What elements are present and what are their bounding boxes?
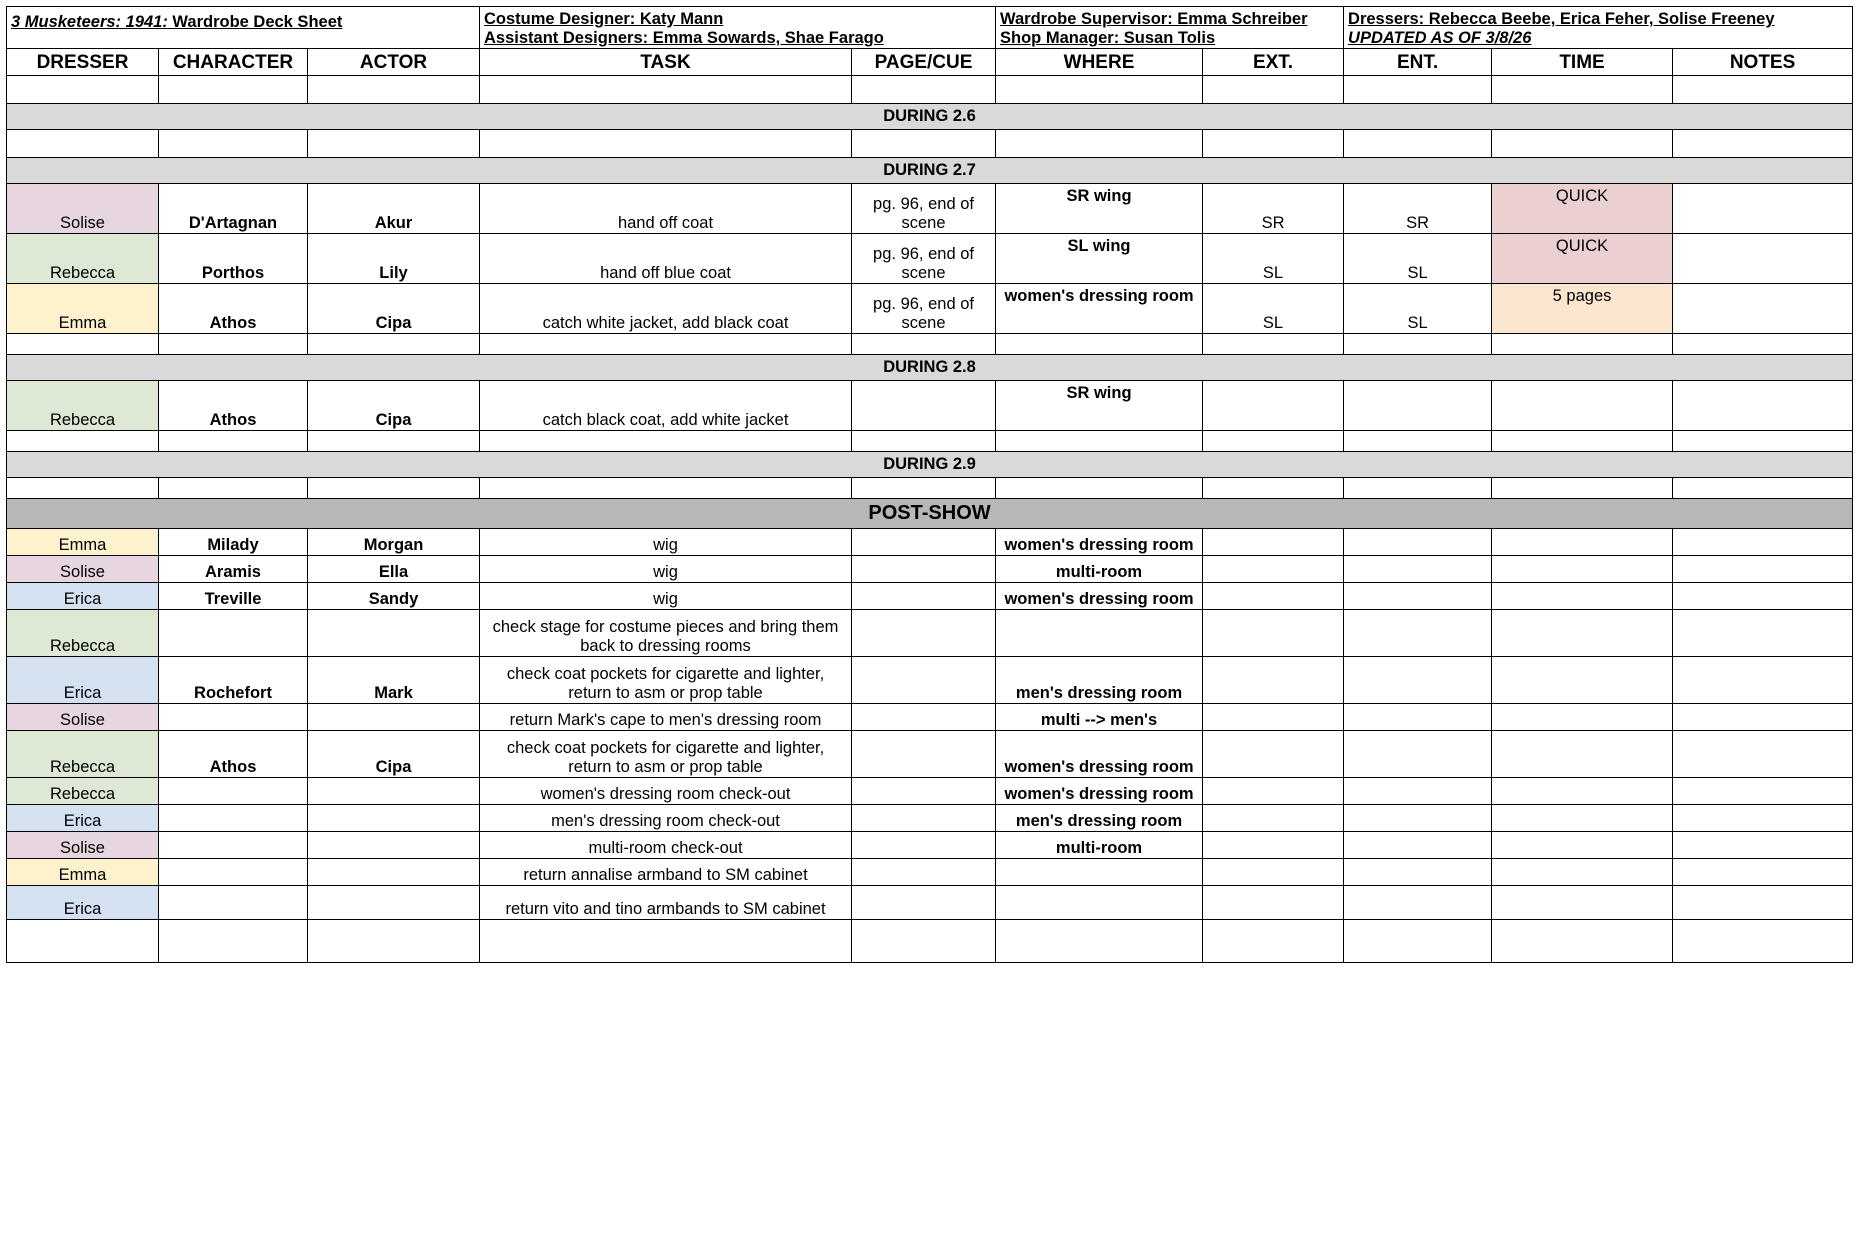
- supervisor-cell: [996, 7, 1344, 49]
- table-row: [7, 832, 1853, 859]
- character-cell[interactable]: [159, 778, 308, 805]
- section-label: DURING 2.7: [7, 158, 1853, 184]
- section-label: DURING 2.6: [7, 104, 1853, 130]
- empty-cell[interactable]: [1203, 478, 1344, 499]
- col-ext: EXT.: [1203, 49, 1344, 76]
- actor-cell[interactable]: Lily: [308, 234, 480, 284]
- character-cell[interactable]: Milady: [159, 529, 308, 556]
- empty-cell[interactable]: [1673, 478, 1853, 499]
- dresser-cell[interactable]: Solise: [7, 184, 159, 234]
- notes-cell[interactable]: [1673, 832, 1853, 859]
- page-cue-cell[interactable]: [852, 778, 996, 805]
- cell-line: pg. 96, end of: [873, 195, 974, 213]
- empty-cell[interactable]: [996, 76, 1203, 104]
- task-cell[interactable]: [480, 832, 852, 859]
- dresser-cell[interactable]: Solise: [7, 704, 159, 731]
- dresser-cell[interactable]: Erica: [7, 657, 159, 704]
- notes-cell[interactable]: [1673, 184, 1853, 234]
- dresser-cell[interactable]: Erica: [7, 583, 159, 610]
- task-cell[interactable]: catch white jacket, add black coat: [480, 284, 852, 334]
- notes-cell[interactable]: [1673, 284, 1853, 334]
- notes-cell[interactable]: [1673, 529, 1853, 556]
- page-cue-cell[interactable]: [852, 184, 996, 234]
- where-cell[interactable]: [996, 859, 1203, 886]
- table-row: [7, 184, 1853, 234]
- cell-line: multi-room check-out: [588, 839, 743, 857]
- costume-designer: Costume Designer: Katy Mann: [484, 10, 724, 28]
- section-label: DURING 2.8: [7, 355, 1853, 381]
- empty-cell[interactable]: [308, 334, 480, 355]
- time-cell[interactable]: [1492, 859, 1673, 886]
- ext-cell[interactable]: [1203, 610, 1344, 657]
- character-cell[interactable]: [159, 886, 308, 920]
- dresser-cell[interactable]: Emma: [7, 284, 159, 334]
- character-cell[interactable]: Treville: [159, 583, 308, 610]
- ext-cell[interactable]: [1203, 805, 1344, 832]
- col-actor: ACTOR: [308, 49, 480, 76]
- ent-cell[interactable]: [1344, 657, 1492, 704]
- table-row: [7, 731, 1853, 778]
- page-cue-cell[interactable]: [852, 805, 996, 832]
- empty-cell[interactable]: [852, 920, 996, 963]
- character-cell[interactable]: Athos: [159, 731, 308, 778]
- empty-cell[interactable]: [308, 130, 480, 158]
- empty-cell[interactable]: [1344, 478, 1492, 499]
- empty-cell[interactable]: [852, 334, 996, 355]
- actor-cell[interactable]: [308, 805, 480, 832]
- page-cue-cell[interactable]: [852, 886, 996, 920]
- character-cell[interactable]: D'Artagnan: [159, 184, 308, 234]
- empty-cell[interactable]: [7, 76, 159, 104]
- ext-cell[interactable]: [1203, 556, 1344, 583]
- empty-cell[interactable]: [852, 130, 996, 158]
- ext-cell[interactable]: [1203, 657, 1344, 704]
- empty-cell[interactable]: [996, 130, 1203, 158]
- empty-cell[interactable]: [1344, 431, 1492, 452]
- task-cell[interactable]: [480, 704, 852, 731]
- notes-cell[interactable]: [1673, 886, 1853, 920]
- empty-cell[interactable]: [1344, 130, 1492, 158]
- empty-cell[interactable]: [1492, 130, 1673, 158]
- cell-line: scene: [901, 264, 946, 282]
- actor-cell[interactable]: Cipa: [308, 731, 480, 778]
- where-cell[interactable]: multi-room: [996, 832, 1203, 859]
- actor-cell[interactable]: [308, 832, 480, 859]
- section-row: [7, 452, 1853, 478]
- page-cue-cell[interactable]: [852, 284, 996, 334]
- header-row: [7, 7, 1853, 49]
- dresser-cell[interactable]: Rebecca: [7, 381, 159, 431]
- notes-cell[interactable]: [1673, 859, 1853, 886]
- ent-cell[interactable]: [1344, 886, 1492, 920]
- table-row: [7, 529, 1853, 556]
- ent-cell[interactable]: [1344, 381, 1492, 431]
- character-cell[interactable]: Athos: [159, 284, 308, 334]
- cell-line: check stage for costume pieces and bring them: [492, 618, 839, 636]
- designer-cell: [480, 7, 996, 49]
- notes-cell[interactable]: [1673, 381, 1853, 431]
- time-cell[interactable]: [1492, 704, 1673, 731]
- where-cell[interactable]: women's dressing room: [996, 529, 1203, 556]
- wardrobe-table: [6, 6, 1853, 963]
- ent-cell[interactable]: [1344, 731, 1492, 778]
- time-cell[interactable]: [1492, 731, 1673, 778]
- column-header-row: [7, 49, 1853, 76]
- empty-cell[interactable]: [852, 431, 996, 452]
- ext-cell[interactable]: [1203, 529, 1344, 556]
- ent-cell[interactable]: [1344, 859, 1492, 886]
- ext-cell[interactable]: SR: [1203, 184, 1344, 234]
- notes-cell[interactable]: [1673, 556, 1853, 583]
- empty-cell[interactable]: [996, 334, 1203, 355]
- time-cell[interactable]: [1492, 805, 1673, 832]
- where-cell[interactable]: SR wing: [996, 184, 1203, 234]
- section-row: [7, 158, 1853, 184]
- empty-cell[interactable]: [7, 130, 159, 158]
- table-row: [7, 556, 1853, 583]
- time-cell[interactable]: [1492, 886, 1673, 920]
- task-cell[interactable]: [480, 886, 852, 920]
- where-cell[interactable]: SL wing: [996, 234, 1203, 284]
- empty-cell[interactable]: [996, 431, 1203, 452]
- where-cell[interactable]: [996, 886, 1203, 920]
- task-cell[interactable]: [480, 859, 852, 886]
- where-cell[interactable]: men's dressing room: [996, 805, 1203, 832]
- ext-cell[interactable]: SL: [1203, 234, 1344, 284]
- dresser-cell[interactable]: Rebecca: [7, 234, 159, 284]
- section-label: POST-SHOW: [7, 499, 1853, 529]
- ent-cell[interactable]: [1344, 583, 1492, 610]
- section-row: [7, 104, 1853, 130]
- empty-cell[interactable]: [308, 76, 480, 104]
- updated-date: UPDATED AS OF 3/8/26: [1348, 29, 1532, 47]
- col-page-cue: PAGE/CUE: [852, 49, 996, 76]
- empty-row: [7, 334, 1853, 355]
- table-row: [7, 859, 1853, 886]
- col-notes: NOTES: [1673, 49, 1853, 76]
- page-cue-cell[interactable]: [852, 556, 996, 583]
- section-row: [7, 355, 1853, 381]
- table-row: [7, 778, 1853, 805]
- empty-cell[interactable]: [308, 478, 480, 499]
- actor-cell[interactable]: [308, 886, 480, 920]
- where-cell[interactable]: women's dressing room: [996, 778, 1203, 805]
- time-cell[interactable]: [1492, 657, 1673, 704]
- empty-cell[interactable]: [480, 130, 852, 158]
- task-cell[interactable]: [480, 657, 852, 704]
- cell-line: pg. 96, end of: [873, 245, 974, 263]
- empty-cell[interactable]: [7, 431, 159, 452]
- ext-cell[interactable]: [1203, 731, 1344, 778]
- ext-cell[interactable]: [1203, 886, 1344, 920]
- empty-cell[interactable]: [480, 334, 852, 355]
- empty-cell[interactable]: [852, 76, 996, 104]
- empty-cell[interactable]: [159, 478, 308, 499]
- empty-cell[interactable]: [1673, 130, 1853, 158]
- page-cue-cell[interactable]: [852, 657, 996, 704]
- ent-cell[interactable]: [1344, 704, 1492, 731]
- where-cell[interactable]: multi --> men's: [996, 704, 1203, 731]
- ext-cell[interactable]: [1203, 704, 1344, 731]
- actor-cell[interactable]: Cipa: [308, 381, 480, 431]
- table-row: [7, 610, 1853, 657]
- table-row: [7, 234, 1853, 284]
- ent-cell[interactable]: [1344, 778, 1492, 805]
- dresser-cell[interactable]: Rebecca: [7, 778, 159, 805]
- empty-row: [7, 478, 1853, 499]
- empty-cell[interactable]: [1673, 76, 1853, 104]
- empty-row: [7, 920, 1853, 963]
- task-cell[interactable]: [480, 556, 852, 583]
- empty-cell[interactable]: [1673, 431, 1853, 452]
- cell-line: return to asm or prop table: [568, 684, 763, 702]
- page-cue-cell[interactable]: [852, 859, 996, 886]
- empty-cell[interactable]: [159, 920, 308, 963]
- time-cell[interactable]: [1492, 610, 1673, 657]
- cell-line: check coat pockets for cigarette and lighter,: [506, 739, 825, 757]
- ext-cell[interactable]: [1203, 381, 1344, 431]
- page-cue-cell[interactable]: [852, 529, 996, 556]
- time-cell[interactable]: [1492, 778, 1673, 805]
- character-cell[interactable]: [159, 805, 308, 832]
- table-row: [7, 805, 1853, 832]
- task-cell[interactable]: [480, 731, 852, 778]
- dresser-cell[interactable]: Emma: [7, 859, 159, 886]
- actor-cell[interactable]: Morgan: [308, 529, 480, 556]
- time-cell[interactable]: QUICK: [1492, 184, 1673, 234]
- col-where: WHERE: [996, 49, 1203, 76]
- actor-cell[interactable]: Cipa: [308, 284, 480, 334]
- dresser-cell[interactable]: Erica: [7, 805, 159, 832]
- page-cue-cell[interactable]: [852, 832, 996, 859]
- empty-row: [7, 130, 1853, 158]
- empty-cell[interactable]: [308, 920, 480, 963]
- table-row: [7, 886, 1853, 920]
- col-ent: ENT.: [1344, 49, 1492, 76]
- page-cue-cell[interactable]: [852, 583, 996, 610]
- empty-cell[interactable]: [996, 478, 1203, 499]
- where-cell[interactable]: multi-room: [996, 556, 1203, 583]
- task-cell[interactable]: hand off blue coat: [480, 234, 852, 284]
- empty-cell[interactable]: [1203, 130, 1344, 158]
- actor-cell[interactable]: [308, 704, 480, 731]
- ent-cell[interactable]: [1344, 556, 1492, 583]
- cell-line: scene: [901, 314, 946, 332]
- dresser-cell[interactable]: Rebecca: [7, 731, 159, 778]
- empty-cell[interactable]: [996, 920, 1203, 963]
- cell-line: return to asm or prop table: [568, 758, 763, 776]
- empty-cell[interactable]: [159, 130, 308, 158]
- ext-cell[interactable]: [1203, 778, 1344, 805]
- notes-cell[interactable]: [1673, 583, 1853, 610]
- empty-cell[interactable]: [1344, 334, 1492, 355]
- character-cell[interactable]: [159, 859, 308, 886]
- ent-cell[interactable]: SR: [1344, 184, 1492, 234]
- notes-cell[interactable]: [1673, 657, 1853, 704]
- where-cell[interactable]: women's dressing room: [996, 731, 1203, 778]
- table-row: [7, 704, 1853, 731]
- col-dresser: DRESSER: [7, 49, 159, 76]
- sheet-title: 3 Musketeers: 1941: Wardrobe Deck Sheet: [7, 7, 480, 49]
- empty-cell[interactable]: [480, 431, 852, 452]
- character-cell[interactable]: Athos: [159, 381, 308, 431]
- ext-cell[interactable]: [1203, 859, 1344, 886]
- cell-line: wig: [653, 536, 678, 554]
- task-cell[interactable]: [480, 529, 852, 556]
- notes-cell[interactable]: [1673, 778, 1853, 805]
- ent-cell[interactable]: SL: [1344, 284, 1492, 334]
- notes-cell[interactable]: [1673, 805, 1853, 832]
- cell-line: wig: [653, 590, 678, 608]
- empty-cell[interactable]: [1203, 920, 1344, 963]
- time-cell[interactable]: [1492, 556, 1673, 583]
- empty-cell[interactable]: [1203, 431, 1344, 452]
- actor-cell[interactable]: [308, 859, 480, 886]
- ent-cell[interactable]: [1344, 610, 1492, 657]
- actor-cell[interactable]: Akur: [308, 184, 480, 234]
- time-cell[interactable]: [1492, 583, 1673, 610]
- empty-cell[interactable]: [1673, 334, 1853, 355]
- dresser-cell[interactable]: Solise: [7, 556, 159, 583]
- empty-cell[interactable]: [1203, 76, 1344, 104]
- ent-cell[interactable]: [1344, 805, 1492, 832]
- task-cell[interactable]: [480, 778, 852, 805]
- character-cell[interactable]: Porthos: [159, 234, 308, 284]
- task-cell[interactable]: [480, 805, 852, 832]
- dressers-cell: [1344, 7, 1853, 49]
- character-cell[interactable]: [159, 610, 308, 657]
- time-cell[interactable]: [1492, 832, 1673, 859]
- col-time: TIME: [1492, 49, 1673, 76]
- section-row: [7, 499, 1853, 529]
- actor-cell[interactable]: [308, 778, 480, 805]
- cell-line: check coat pockets for cigarette and lighter,: [506, 665, 825, 683]
- notes-cell[interactable]: [1673, 731, 1853, 778]
- empty-cell[interactable]: [7, 334, 159, 355]
- empty-cell[interactable]: [1492, 920, 1673, 963]
- empty-cell[interactable]: [7, 478, 159, 499]
- actor-cell[interactable]: Ella: [308, 556, 480, 583]
- page-cue-cell[interactable]: [852, 704, 996, 731]
- task-cell[interactable]: [480, 610, 852, 657]
- cell-line: pg. 96, end of: [873, 295, 974, 313]
- empty-cell[interactable]: [1203, 334, 1344, 355]
- character-cell[interactable]: Rochefort: [159, 657, 308, 704]
- time-cell[interactable]: QUICK: [1492, 234, 1673, 284]
- cell-line: return vito and tino armbands to SM cabinet: [505, 900, 826, 918]
- actor-cell[interactable]: Mark: [308, 657, 480, 704]
- cell-line: return annalise armband to SM cabinet: [523, 866, 808, 884]
- empty-cell[interactable]: [852, 478, 996, 499]
- empty-cell[interactable]: [1673, 920, 1853, 963]
- ent-cell[interactable]: [1344, 832, 1492, 859]
- cell-line: scene: [901, 214, 946, 232]
- empty-cell[interactable]: [1492, 478, 1673, 499]
- empty-cell[interactable]: [7, 920, 159, 963]
- dresser-cell[interactable]: Emma: [7, 529, 159, 556]
- empty-row: [7, 76, 1853, 104]
- empty-cell[interactable]: [159, 334, 308, 355]
- empty-cell[interactable]: [1492, 431, 1673, 452]
- where-cell[interactable]: women's dressing room: [996, 583, 1203, 610]
- time-cell[interactable]: [1492, 529, 1673, 556]
- table-row: [7, 657, 1853, 704]
- where-cell[interactable]: women's dressing room: [996, 284, 1203, 334]
- cell-line: return Mark's cape to men's dressing room: [509, 711, 822, 729]
- ext-cell[interactable]: [1203, 832, 1344, 859]
- deck-sheet: [6, 6, 1852, 963]
- cell-line: men's dressing room check-out: [551, 812, 780, 830]
- actor-cell[interactable]: Sandy: [308, 583, 480, 610]
- empty-cell[interactable]: [480, 76, 852, 104]
- character-cell[interactable]: [159, 832, 308, 859]
- page-cue-cell[interactable]: [852, 381, 996, 431]
- cell-line: wig: [653, 563, 678, 581]
- time-cell[interactable]: [1492, 381, 1673, 431]
- notes-cell[interactable]: [1673, 610, 1853, 657]
- cell-line: women's dressing room check-out: [540, 785, 791, 803]
- wardrobe-supervisor: Wardrobe Supervisor: Emma Schreiber: [1000, 10, 1308, 28]
- notes-cell[interactable]: [1673, 704, 1853, 731]
- empty-row: [7, 431, 1853, 452]
- empty-cell[interactable]: [159, 431, 308, 452]
- table-row: [7, 583, 1853, 610]
- character-cell[interactable]: Aramis: [159, 556, 308, 583]
- empty-cell[interactable]: [1344, 920, 1492, 963]
- empty-cell[interactable]: [1492, 334, 1673, 355]
- page-cue-cell[interactable]: [852, 234, 996, 284]
- empty-cell[interactable]: [480, 920, 852, 963]
- empty-cell[interactable]: [480, 478, 852, 499]
- assistant-designers: Assistant Designers: Emma Sowards, Shae Farago: [484, 29, 884, 47]
- task-cell[interactable]: hand off coat: [480, 184, 852, 234]
- col-task: TASK: [480, 49, 852, 76]
- section-label: DURING 2.9: [7, 452, 1853, 478]
- character-cell[interactable]: [159, 704, 308, 731]
- page-cue-cell[interactable]: [852, 610, 996, 657]
- dresser-cell[interactable]: Erica: [7, 886, 159, 920]
- dressers-list: Dressers: Rebecca Beebe, Erica Feher, Solise Freeney: [1348, 10, 1775, 28]
- col-character: CHARACTER: [159, 49, 308, 76]
- task-cell[interactable]: catch black coat, add white jacket: [480, 381, 852, 431]
- task-cell[interactable]: [480, 583, 852, 610]
- table-row: [7, 284, 1853, 334]
- ent-cell[interactable]: [1344, 529, 1492, 556]
- shop-manager: Shop Manager: Susan Tolis: [1000, 29, 1216, 47]
- where-cell[interactable]: men's dressing room: [996, 657, 1203, 704]
- empty-cell[interactable]: [308, 431, 480, 452]
- ent-cell[interactable]: SL: [1344, 234, 1492, 284]
- time-cell[interactable]: 5 pages: [1492, 284, 1673, 334]
- actor-cell[interactable]: [308, 610, 480, 657]
- empty-cell[interactable]: [159, 76, 308, 104]
- dresser-cell[interactable]: Solise: [7, 832, 159, 859]
- cell-line: back to dressing rooms: [580, 637, 751, 655]
- ext-cell[interactable]: SL: [1203, 284, 1344, 334]
- empty-cell[interactable]: [1492, 76, 1673, 104]
- ext-cell[interactable]: [1203, 583, 1344, 610]
- where-cell[interactable]: [996, 610, 1203, 657]
- table-row: [7, 381, 1853, 431]
- dresser-cell[interactable]: Rebecca: [7, 610, 159, 657]
- notes-cell[interactable]: [1673, 234, 1853, 284]
- empty-cell[interactable]: [1344, 76, 1492, 104]
- where-cell[interactable]: SR wing: [996, 381, 1203, 431]
- page-cue-cell[interactable]: [852, 731, 996, 778]
